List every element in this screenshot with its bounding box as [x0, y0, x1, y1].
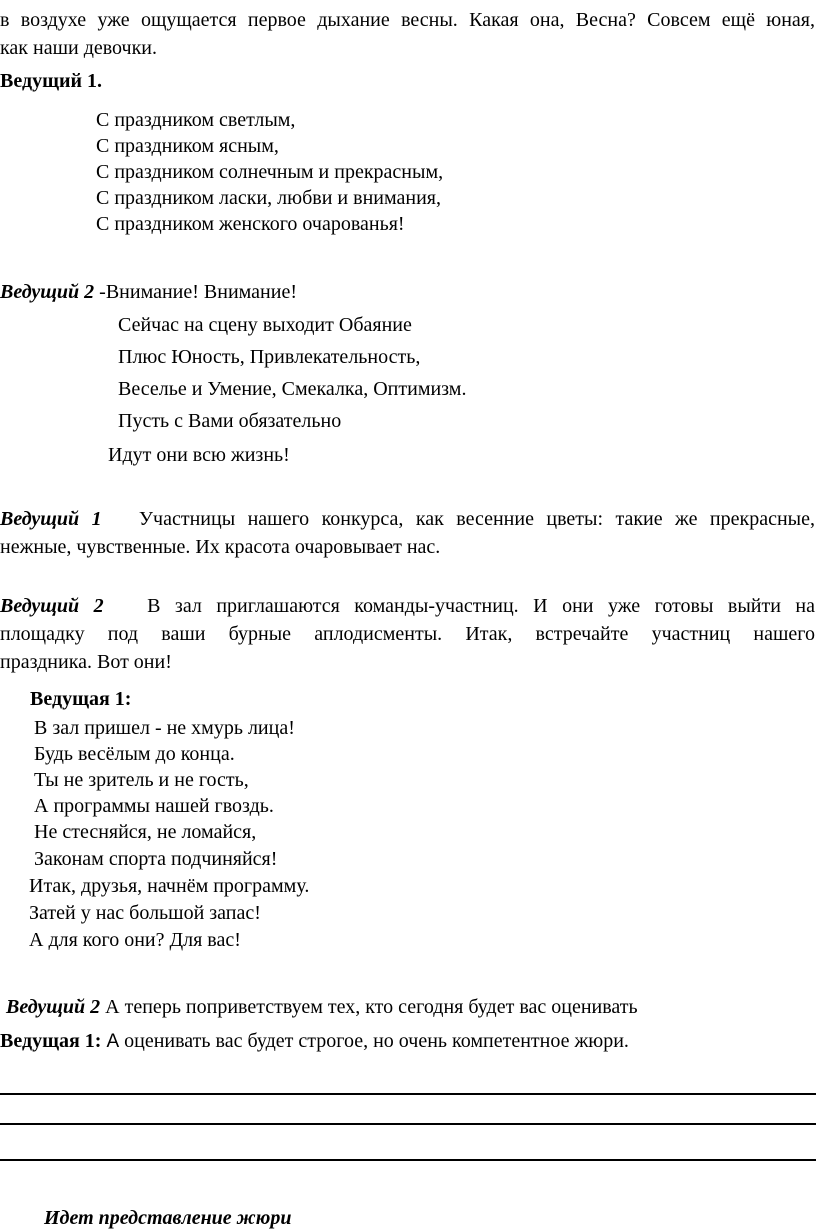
host2-evaluation-text: А теперь поприветствуем тех, кто сегодня будет вас оценивать [100, 996, 638, 1018]
host2-paragraph-line-3: праздника. Вот они! [0, 651, 172, 673]
hostess1-jury-text: оценивать вас будет строгое, но очень компетентное жюри. [119, 1030, 629, 1052]
poem1-line-5: С праздником женского очарованья! [96, 213, 405, 235]
poem3-line-4: А программы нашей гвоздь. [34, 795, 274, 817]
host2-speaker-c: Ведущий 2 [6, 996, 101, 1018]
host2-paragraph [0, 592, 815, 676]
divider-line-1 [0, 1093, 816, 1095]
host2-speaker: Ведущий 2 [0, 281, 95, 303]
poem3-line-5: Не стесняйся, не ломайся, [34, 821, 257, 843]
divider-line-3 [0, 1159, 816, 1161]
host1-paragraph [0, 505, 815, 561]
poem3-line-9: А для кого они? Для вас! [29, 929, 241, 951]
poem1-line-3: С праздником солнечным и прекрасным, [96, 161, 444, 183]
host2-paragraph-line-2: площадку под ваши бурные аплодисменты. Итак, встречайте участниц нашего [0, 623, 815, 645]
host1-paragraph-line-2: нежные, чувственные. Их красота очаровывает нас. [0, 536, 441, 558]
poem2-line-1: Сейчас на сцену выходит Обаяние [118, 314, 412, 336]
poem2-line-2: Плюс Юность, Привлекательность, [118, 346, 421, 368]
host1-speaker: Ведущий 1 [0, 508, 102, 530]
poem3-line-2: Будь весёлым до конца. [34, 743, 235, 765]
poem3-line-3: Ты не зритель и не гость, [34, 769, 249, 791]
poem2-line-4: Пусть с Вами обязательно [118, 410, 342, 432]
hostess1-heading: Ведущая 1: [30, 688, 132, 710]
poem3-line-7: Итак, друзья, начнём программу. [29, 875, 310, 897]
host2-paragraph-line-1: В зал приглашаются команды-участниц. И они уже готовы выйти на [147, 595, 815, 617]
poem3-line-8: Затей у нас большой запас! [29, 902, 261, 924]
poem1-line-4: С праздником ласки, любви и внимания, [96, 187, 441, 209]
host1-heading: Ведущий 1. [0, 70, 103, 92]
poem2-line-3: Веселье и Умение, Смекалка, Оптимизм. [118, 378, 467, 400]
hostess1-lead-letter: А [106, 1031, 120, 1052]
intro-line-1: в воздухе уже ощущается первое дыхание весны. Какая она, Весна? Совсем ещё юная, [0, 9, 815, 31]
poem1-line-1: С праздником светлым, [96, 109, 296, 131]
intro-line-2: как наши девочки. [0, 37, 158, 59]
divider-line-2 [0, 1123, 816, 1125]
poem1-line-2: С праздником ясным, [96, 135, 279, 157]
poem3-line-1: В зал пришел - не хмурь лица! [34, 717, 295, 739]
poem2-line-5: Идут они всю жизнь! [108, 444, 290, 466]
host2-speaker-b: Ведущий 2 [0, 595, 104, 617]
host2-evaluation [6, 994, 638, 1020]
hostess1-speaker: Ведущая 1: [0, 1030, 102, 1052]
poem3-line-6: Законам спорта подчиняйся! [34, 848, 278, 870]
jury-heading: Идет представление жюри [44, 1207, 292, 1229]
host1-paragraph-line-1: Участницы нашего конкурса, как весенние цветы: такие же прекрасные, [138, 508, 815, 530]
hostess1-jury-line [0, 1028, 629, 1055]
host2-attention-text: -Внимание! Внимание! [94, 281, 298, 303]
host2-attention [0, 279, 297, 305]
